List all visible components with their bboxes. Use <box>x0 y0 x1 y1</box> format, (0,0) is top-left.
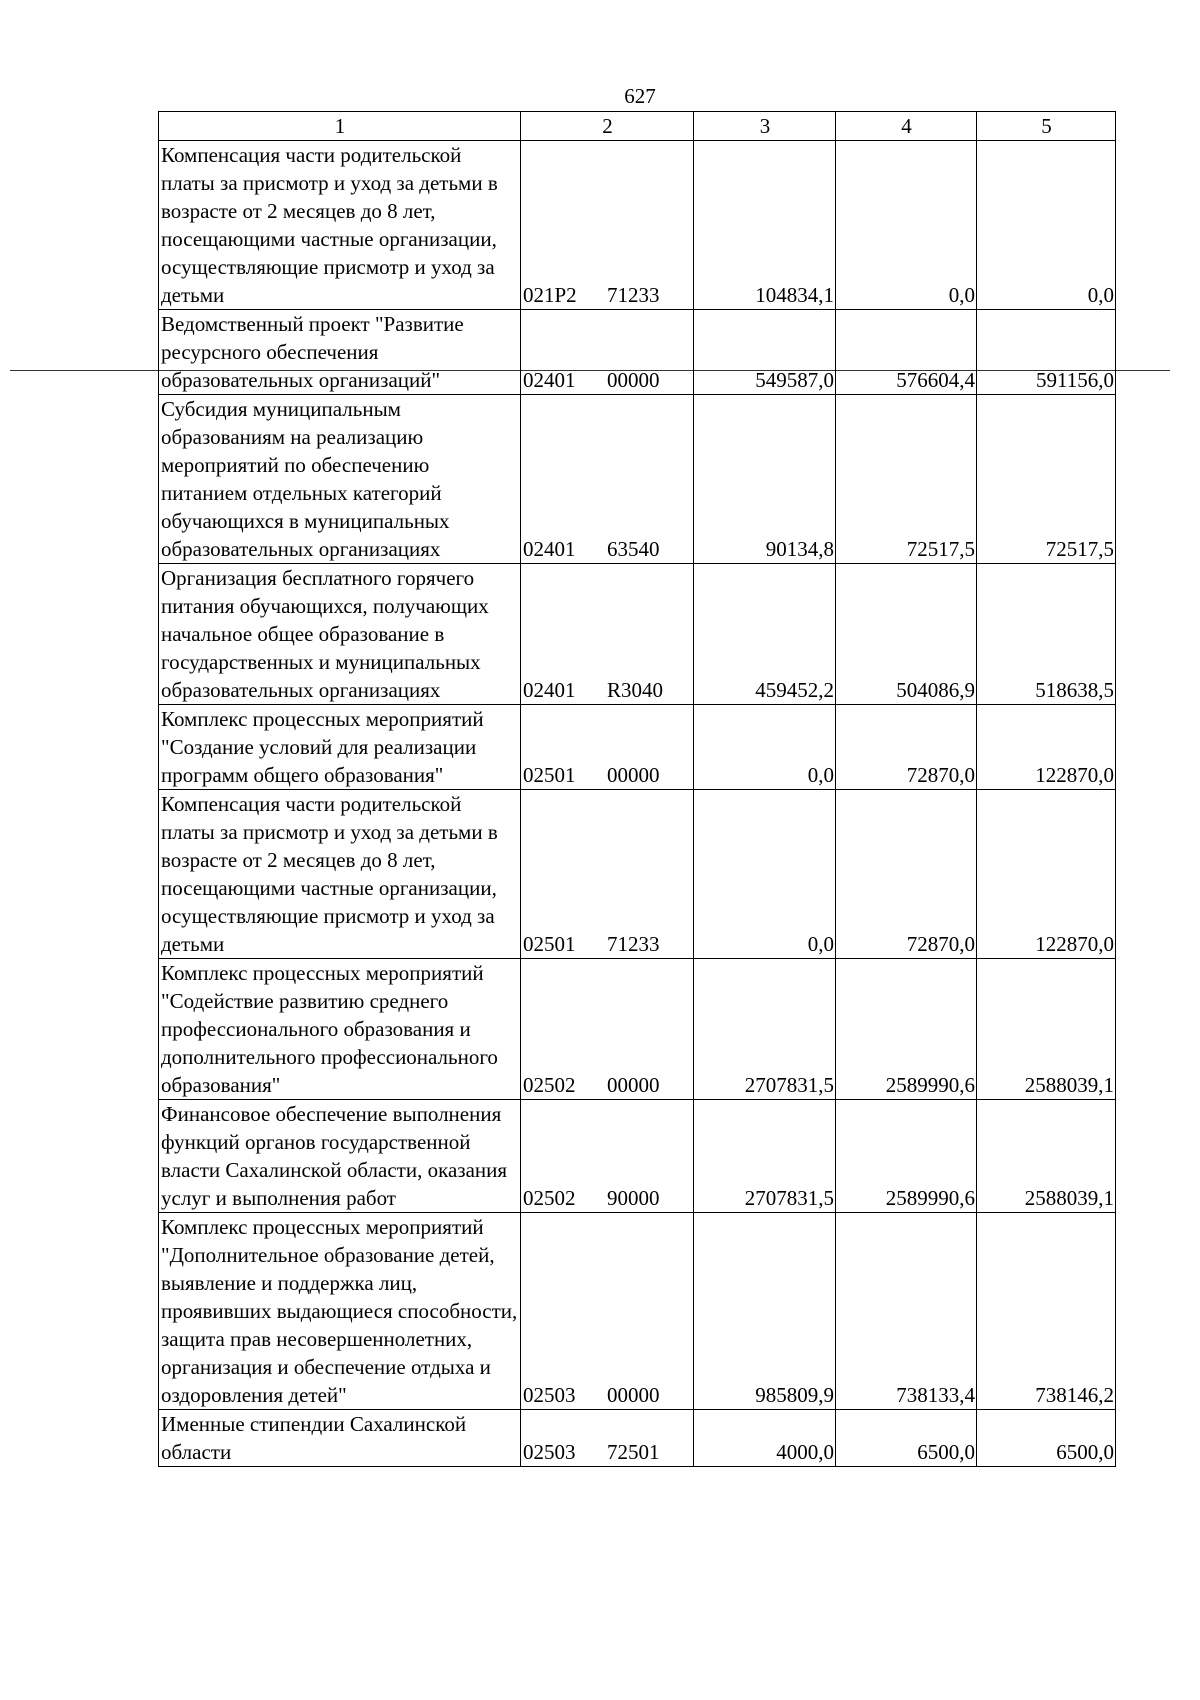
value-col-3: 0,0 <box>694 790 836 959</box>
value-col-5: 591156,0 <box>977 310 1116 395</box>
table-row <box>159 1100 1116 1213</box>
code-program: 02502 <box>523 1186 576 1210</box>
row-name: Финансовое обеспечение выполнения функций органов государственной власти Сахалинской области, оказания услуг и выполнения работ <box>159 1100 521 1213</box>
row-name: Именные стипендии Сахалинской области <box>159 1410 521 1467</box>
value-col-4: 2589990,6 <box>836 1100 977 1213</box>
code-program: 021Р2 <box>523 283 577 307</box>
code-direction: 72501 <box>607 1440 660 1464</box>
value-col-4: 2589990,6 <box>836 959 977 1100</box>
table-row <box>159 564 1116 705</box>
code-program: 02503 <box>523 1383 576 1407</box>
header-col-5: 5 <box>977 112 1116 141</box>
header-col-3: 3 <box>694 112 836 141</box>
row-code <box>521 1410 694 1467</box>
value-col-3: 2707831,5 <box>694 1100 836 1213</box>
row-code <box>521 310 694 395</box>
code-direction: 71233 <box>607 932 660 956</box>
value-col-4: 72517,5 <box>836 395 977 564</box>
row-code <box>521 959 694 1100</box>
code-program: 02503 <box>523 1440 576 1464</box>
row-code <box>521 564 694 705</box>
row-name: Организация бесплатного горячего питания обучающихся, получающих начальное общее образование в государственных и муниципальных образовательных организациях <box>159 564 521 705</box>
row-code <box>521 1213 694 1410</box>
value-col-3: 985809,9 <box>694 1213 836 1410</box>
value-col-3: 4000,0 <box>694 1410 836 1467</box>
row-name: Компенсация части родительской платы за присмотр и уход за детьми в возрасте от 2 месяцев до 8 лет, посещающими частные организации, осуществляющие присмотр и уход за детьми <box>159 790 521 959</box>
value-col-3: 104834,1 <box>694 141 836 310</box>
table-row <box>159 959 1116 1100</box>
code-direction: R3040 <box>607 678 664 702</box>
value-col-3: 0,0 <box>694 705 836 790</box>
value-col-3: 459452,2 <box>694 564 836 705</box>
row-code <box>521 790 694 959</box>
value-col-5: 72517,5 <box>977 395 1116 564</box>
code-program: 02401 <box>523 368 576 392</box>
code-direction: 63540 <box>607 537 660 561</box>
table-row <box>159 395 1116 564</box>
header-col-1: 1 <box>159 112 521 141</box>
row-code <box>521 705 694 790</box>
code-direction: 00000 <box>607 368 660 392</box>
table-row <box>159 1213 1116 1410</box>
value-col-4: 0,0 <box>836 141 977 310</box>
code-direction: 71233 <box>607 283 660 307</box>
budget-table <box>158 111 1116 1467</box>
row-code <box>521 141 694 310</box>
value-col-5: 122870,0 <box>977 790 1116 959</box>
value-col-5: 738146,2 <box>977 1213 1116 1410</box>
value-col-4: 72870,0 <box>836 790 977 959</box>
header-col-2: 2 <box>521 112 694 141</box>
row-name: Субсидия муниципальным образованиям на реализацию мероприятий по обеспечению питанием отдельных категорий обучающихся в муниципальных образовательных организациях <box>159 395 521 564</box>
value-col-5: 122870,0 <box>977 705 1116 790</box>
value-col-4: 504086,9 <box>836 564 977 705</box>
value-col-4: 72870,0 <box>836 705 977 790</box>
value-col-3: 90134,8 <box>694 395 836 564</box>
value-col-3: 549587,0 <box>694 310 836 395</box>
code-direction: 00000 <box>607 1073 660 1097</box>
header-col-4: 4 <box>836 112 977 141</box>
page-number: 627 <box>624 84 656 108</box>
code-direction: 00000 <box>607 763 660 787</box>
code-program: 02502 <box>523 1073 576 1097</box>
table-row <box>159 141 1116 310</box>
table-row <box>159 790 1116 959</box>
value-col-5: 0,0 <box>977 141 1116 310</box>
table-row <box>159 310 1116 395</box>
row-name: Комплекс процессных мероприятий "Дополнительное образование детей, выявление и поддержка лиц, проявивших выдающиеся способности, защита прав несовершеннолетних, организация и обеспечение отдыха и оздоровления детей" <box>159 1213 521 1410</box>
value-col-4: 738133,4 <box>836 1213 977 1410</box>
row-code <box>521 1100 694 1213</box>
code-program: 02501 <box>523 763 576 787</box>
value-col-5: 6500,0 <box>977 1410 1116 1467</box>
table-row <box>159 705 1116 790</box>
value-col-3: 2707831,5 <box>694 959 836 1100</box>
code-program: 02401 <box>523 678 576 702</box>
row-name: Ведомственный проект "Развитие ресурсного обеспечения образовательных организаций" <box>159 310 521 395</box>
value-col-5: 518638,5 <box>977 564 1116 705</box>
code-direction: 90000 <box>607 1186 660 1210</box>
code-direction: 00000 <box>607 1383 660 1407</box>
value-col-4: 6500,0 <box>836 1410 977 1467</box>
code-program: 02501 <box>523 932 576 956</box>
header-row <box>159 112 1116 141</box>
row-code <box>521 395 694 564</box>
row-name: Компенсация части родительской платы за присмотр и уход за детьми в возрасте от 2 месяцев до 8 лет, посещающими частные организации, осуществляющие присмотр и уход за детьми <box>159 141 521 310</box>
value-col-5: 2588039,1 <box>977 959 1116 1100</box>
table-row <box>159 1410 1116 1467</box>
code-program: 02401 <box>523 537 576 561</box>
value-col-5: 2588039,1 <box>977 1100 1116 1213</box>
value-col-4: 576604,4 <box>836 310 977 395</box>
row-name: Комплекс процессных мероприятий "Содействие развитию среднего профессионального образования и дополнительного профессионального образования" <box>159 959 521 1100</box>
row-name: Комплекс процессных мероприятий "Создание условий для реализации программ общего образования" <box>159 705 521 790</box>
